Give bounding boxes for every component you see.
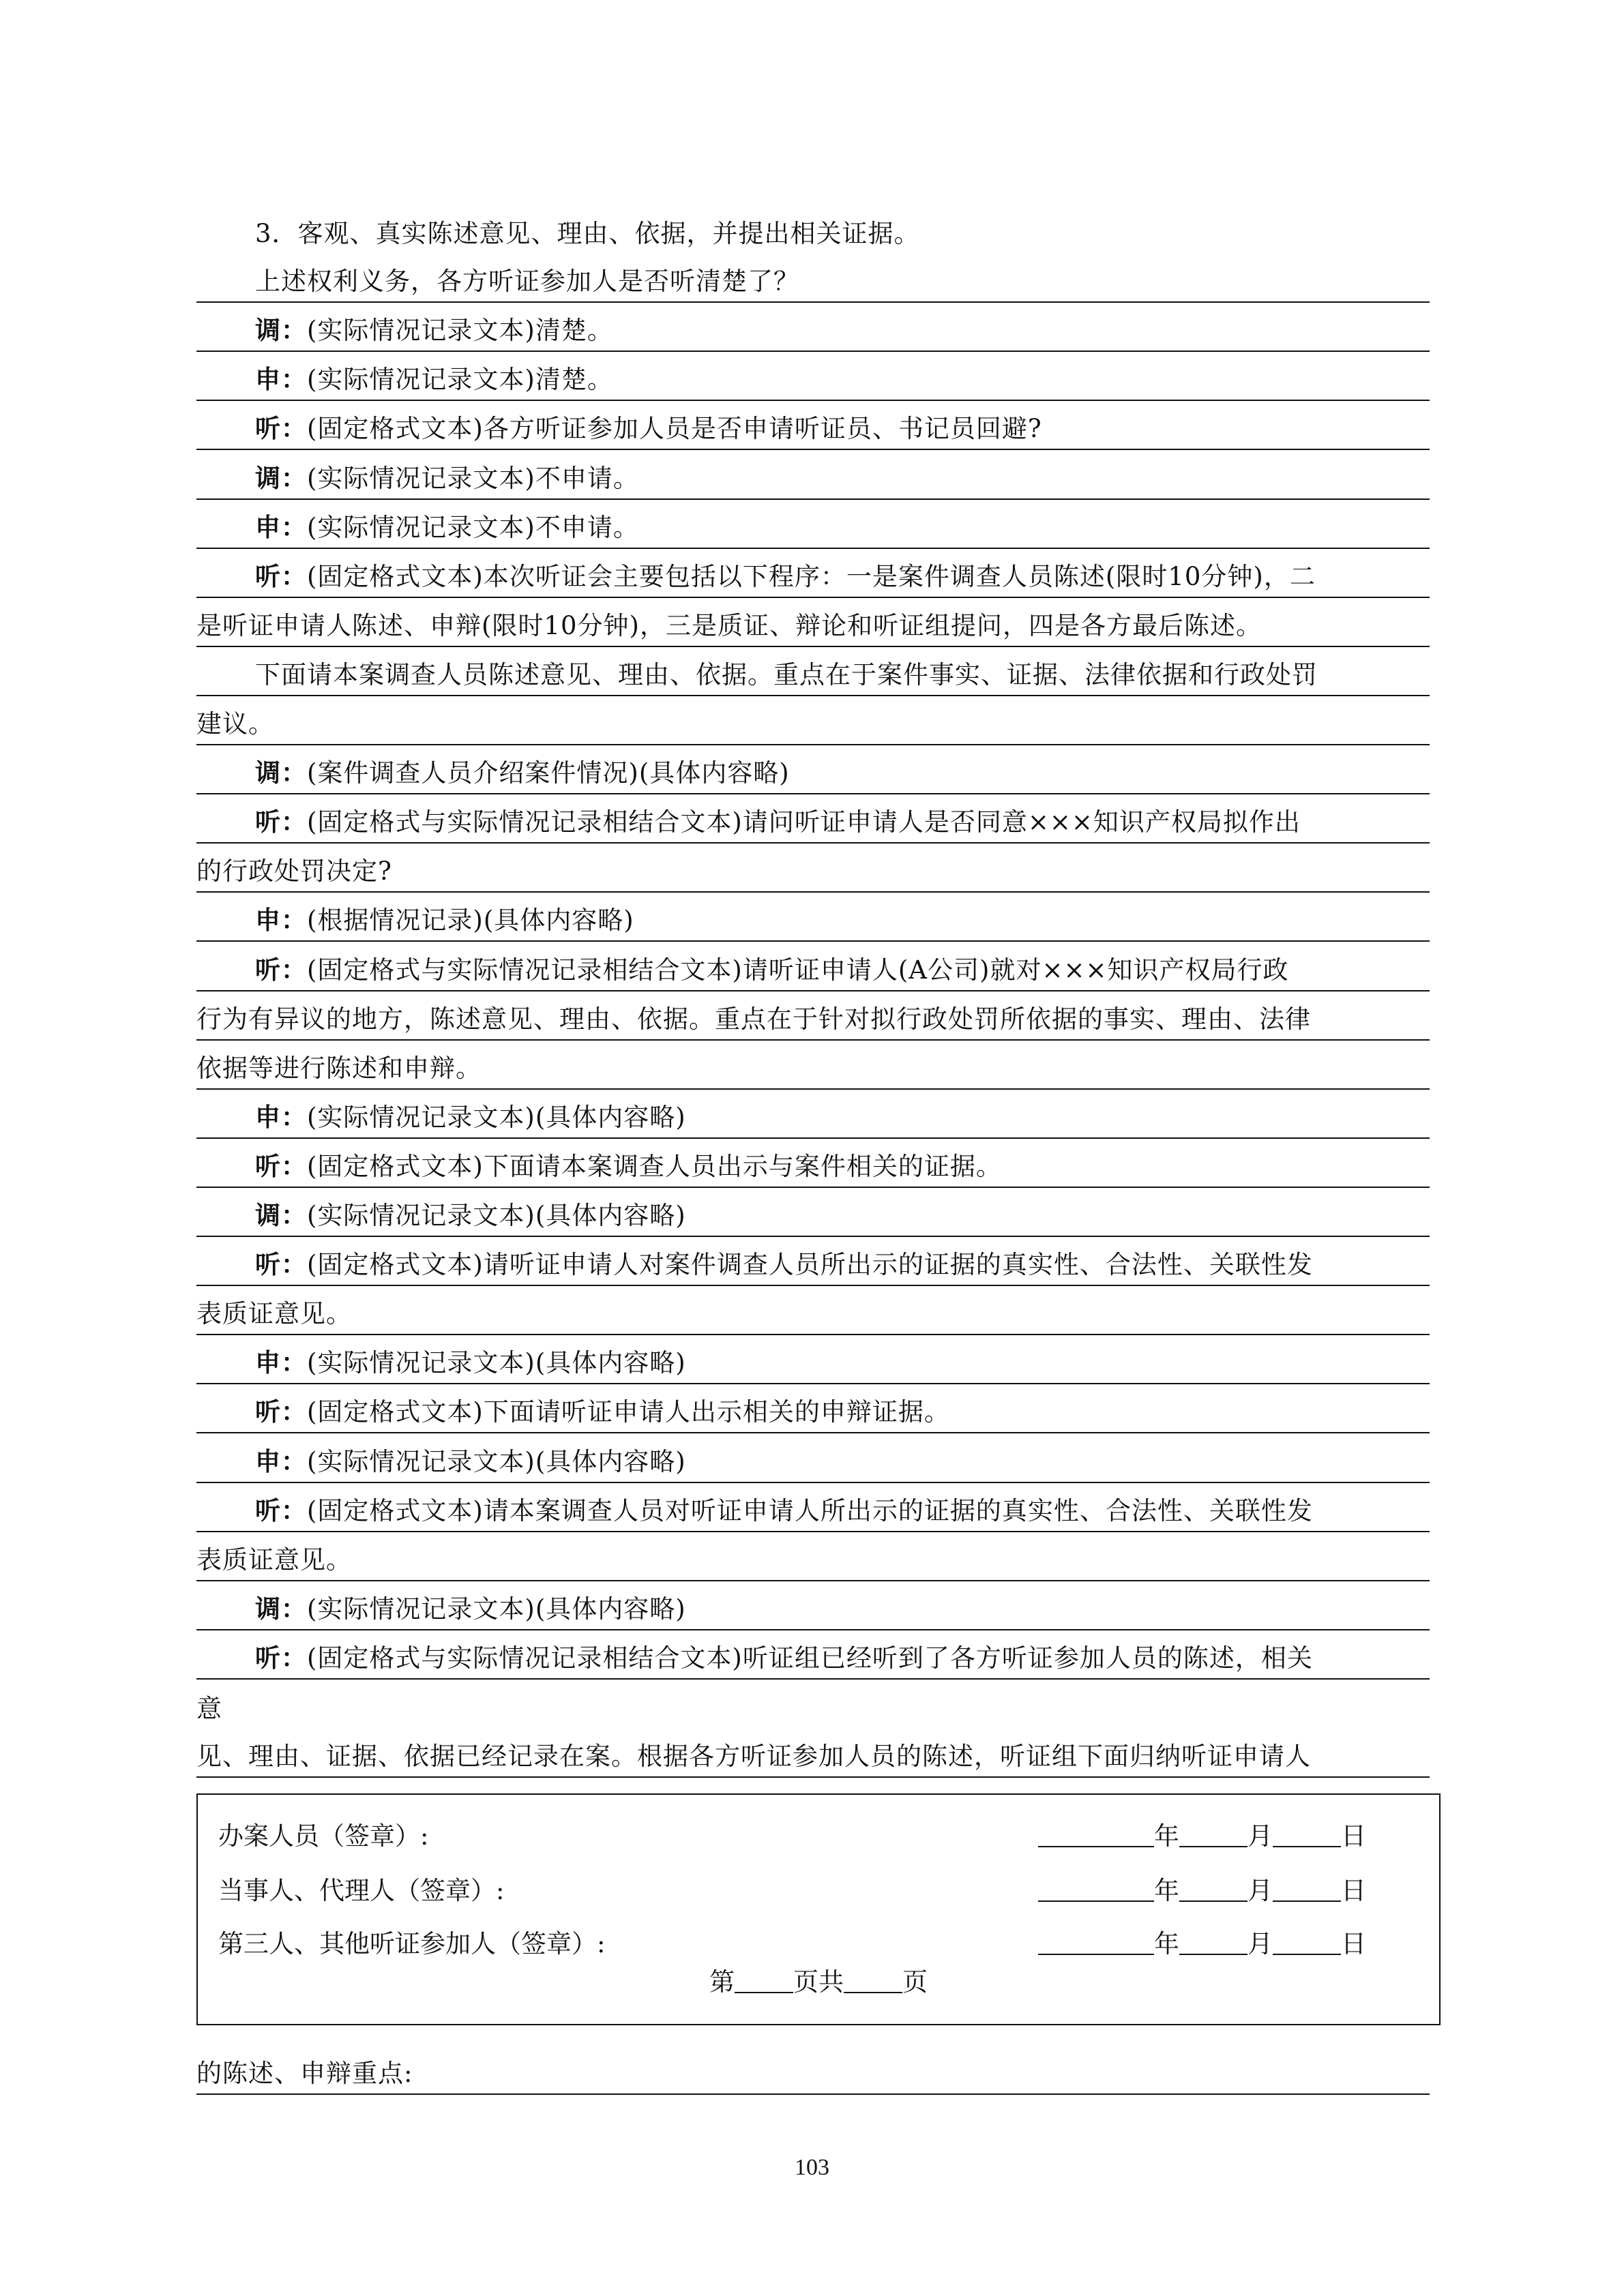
record-line [196,598,1430,647]
record-text: 3．客观、真实陈述意见、理由、依据，并提出相关证据。 [255,219,920,248]
record-text: (固定格式文本)本次听证会主要包括以下程序：一是案件调查人员陈述(限时10分钟)，二 [307,561,1316,591]
record-text: 建议。 [196,709,274,739]
record-line [196,1581,1430,1630]
record-line [196,352,1430,401]
speaker-label: 调： [255,462,307,493]
record-text: 表质证意见。 [196,1299,352,1329]
speaker-label: 调： [255,1200,307,1230]
record-text: 表质证意见。 [196,1545,352,1575]
record-line [196,1532,1430,1581]
record-text: (实际情况记录文本)(具体内容略) [307,1594,686,1624]
record-line [196,254,1430,303]
record-text: (实际情况记录文本)(具体内容略) [307,1201,686,1230]
signature-box [196,1793,1441,2025]
record-text: 的行政处罚决定? [196,856,392,886]
record-line [196,1188,1430,1237]
record-line [196,745,1430,794]
record-line [196,844,1430,893]
speaker-label: 申： [255,1101,307,1132]
record-text: (固定格式与实际情况记录相结合文本)请听证申请人(A公司)就对×××知识产权局行政 [307,955,1289,985]
record-text: (实际情况记录文本)不申请。 [307,512,639,542]
record-line [196,1139,1430,1188]
record-line [196,1630,1430,1680]
record-text: 行为有异议的地方，陈述意见、理由、依据。重点在于针对拟行政处罚所依据的事实、理由、法律 [196,1004,1311,1034]
record-text: (根据情况记录)(具体内容略) [307,906,634,936]
speaker-label: 申： [255,1347,307,1378]
speaker-label: 调： [255,758,307,788]
record-text: (固定格式文本)下面请听证申请人出示相关的申辩证据。 [307,1397,950,1427]
record-line [196,1384,1430,1433]
speaker-label: 听： [255,954,307,985]
speaker-label: 申： [255,905,307,936]
speaker-label: 听： [255,561,307,591]
speaker-label: 申： [255,511,307,542]
record-text: 意 [196,1694,222,1723]
record-line [196,549,1430,598]
speaker-label: 申： [255,1446,307,1476]
signature-row-handler: 办案人员（签章）: [218,1821,429,1851]
record-line-after-box: 的陈述、申辩重点: [196,2046,1430,2095]
signature-row-party: 当事人、代理人（签章）: [218,1876,505,1905]
date-field: 年 月 日 [1038,1821,1366,1852]
record-line [196,794,1430,844]
record-line [196,1680,1430,1729]
record-text: 下面请本案调查人员陈述意见、理由、依据。重点在于案件事实、证据、法律依据和行政处罚 [255,659,1318,689]
record-line [196,1286,1430,1335]
speaker-label: 听： [255,1397,307,1427]
record-text: 是听证申请人陈述、申辩(限时10分钟)，三是质证、辩论和听证组提问，四是各方最后陈述。 [196,610,1262,640]
page-count-field: 第 页共 页 [709,1967,928,1997]
record-line [196,205,1430,254]
record-line [196,1041,1430,1090]
record-text: (实际情况记录文本)清楚。 [307,316,613,346]
speaker-label: 听： [255,1150,307,1181]
record-text: (固定格式文本)各方听证参加人员是否申请听证员、书记员回避? [307,414,1042,444]
record-line [196,992,1430,1041]
speaker-label: 听： [255,1249,307,1280]
record-line [196,647,1430,696]
speaker-label: 听： [255,413,307,444]
page-number: 103 [795,2155,829,2180]
record-text: (固定格式文本)请听证申请人对案件调查人员所出示的证据的真实性、合法性、关联性发 [307,1250,1313,1280]
record-line [196,401,1430,450]
record-text: (固定格式文本)下面请本案调查人员出示与案件相关的证据。 [307,1151,1002,1181]
speaker-label: 听： [255,807,307,837]
record-line [196,500,1430,549]
speaker-label: 听： [255,1495,307,1525]
date-field: 年 月 日 [1038,1875,1366,1907]
record-text: (实际情况记录文本)(具体内容略) [307,1348,686,1378]
record-text: 上述权利义务，各方听证参加人是否听清楚了？ [255,267,799,297]
record-line [196,1090,1430,1139]
record-text: 见、理由、证据、依据已经记录在案。根据各方听证参加人员的陈述，听证组下面归纳听证申请人 [196,1742,1311,1772]
speaker-label: 调： [255,315,307,346]
record-line [196,303,1430,352]
record-text: (固定格式与实际情况记录相结合文本)请问听证申请人是否同意×××知识产权局拟作出 [307,807,1301,837]
record-line [196,451,1430,500]
speaker-label: 听： [255,1642,307,1673]
date-field: 年 月 日 [1038,1928,1366,1960]
record-text: (实际情况记录文本)(具体内容略) [307,1102,686,1132]
record-line [196,1483,1430,1532]
record-line [196,1335,1430,1384]
record-text: (实际情况记录文本)(具体内容略) [307,1446,686,1476]
record-line [196,1237,1430,1286]
record-line [196,1434,1430,1483]
record-line [196,942,1430,992]
record-text: 依据等进行陈述和申辩。 [196,1053,482,1083]
record-text: (案件调查人员介绍案件情况)(具体内容略) [307,758,790,788]
record-text: (固定格式与实际情况记录相结合文本)听证组已经听到了各方听证参加人员的陈述，相关 [307,1643,1313,1673]
record-line [196,893,1430,942]
speaker-label: 申： [255,364,307,395]
record-text: (固定格式文本)请本案调查人员对听证申请人所出示的证据的真实性、合法性、关联性发 [307,1495,1313,1525]
record-line [196,1729,1430,1778]
speaker-label: 调： [255,1593,307,1624]
record-line [196,696,1430,745]
record-text: (实际情况记录文本)不申请。 [307,463,639,493]
record-text: (实际情况记录文本)清楚。 [307,365,613,395]
signature-row-third-party: 第三人、其他听证参加人（签章）: [218,1929,606,1958]
